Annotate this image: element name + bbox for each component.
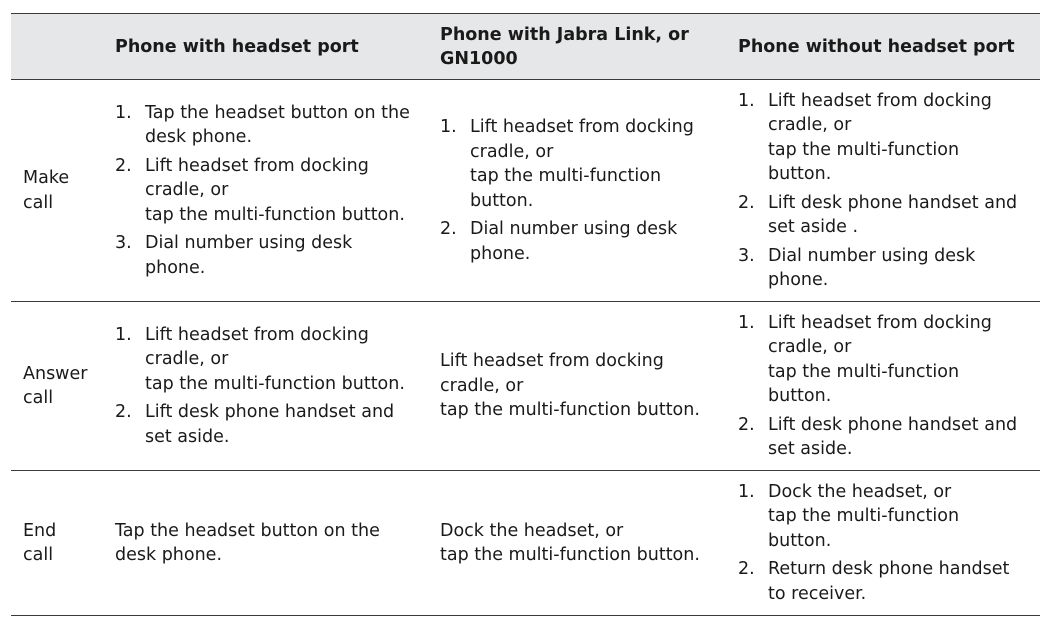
step-number: 2. <box>440 219 457 239</box>
step-text-line: button. <box>768 530 832 551</box>
step-list <box>115 323 422 450</box>
step-text-line: to receiver. <box>768 583 867 604</box>
step-text-line: Lift desk phone handset and <box>145 402 395 423</box>
header-phone-without-headset-port: Phone without headset port <box>725 14 1040 80</box>
step-text-line: desk phone. <box>145 127 253 148</box>
step-text-line: tap the multi-function button. <box>145 373 405 394</box>
call-instructions-table <box>11 13 1040 616</box>
step-text-line: button. <box>768 164 832 184</box>
step-text-line: tap the multi-function <box>768 139 960 160</box>
step-text-line: button. <box>768 386 832 406</box>
step-list <box>738 480 1036 607</box>
step-text-line: Lift desk phone handset and <box>768 414 1018 435</box>
step-text-line: tap the multi-function <box>768 506 960 527</box>
step-item <box>738 413 1036 462</box>
step-text-line: Tap the headset button on the <box>145 102 410 123</box>
step-text-line: cradle, or <box>145 349 229 370</box>
step-item <box>738 311 1036 409</box>
step-number: 1. <box>440 117 457 137</box>
step-text-line: Lift headset from docking <box>768 90 992 111</box>
cell-text-line: desk phone. <box>115 545 223 565</box>
cell-text-line: tap the multi-function button. <box>440 400 700 421</box>
step-number: 1. <box>738 312 755 333</box>
cell-text-line: Dock the headset, or <box>440 520 624 541</box>
cell-answer-call-jabra-link <box>426 302 725 471</box>
table-row-make-call <box>11 80 1040 302</box>
cell-text-line: Lift headset from docking <box>440 351 664 372</box>
row-label-make-call <box>11 80 101 302</box>
step-list <box>440 115 721 266</box>
step-number: 3. <box>738 245 755 266</box>
step-item <box>738 244 1036 293</box>
step-text-line: phone. <box>768 270 829 290</box>
step-item <box>115 154 422 228</box>
step-number: 1. <box>738 90 755 111</box>
cell-make-call-no-headset-port <box>725 80 1040 302</box>
step-text-line: cradle, or <box>768 115 852 135</box>
cell-end-call-no-headset-port <box>725 471 1040 616</box>
row-label-line: call <box>23 388 54 408</box>
step-text-line: Dock the headset, or <box>768 481 952 502</box>
row-label-line: Answer <box>23 363 88 384</box>
step-number: 2. <box>115 155 132 176</box>
step-number: 2. <box>738 559 755 580</box>
step-text-line: Lift headset from docking <box>145 155 369 176</box>
step-text-line: Lift desk phone handset and <box>768 192 1018 213</box>
step-item <box>738 480 1036 554</box>
step-number: 2. <box>738 414 755 435</box>
cell-answer-call-headset-port <box>101 302 426 471</box>
step-item <box>115 400 422 449</box>
row-label-line: Make <box>23 168 70 188</box>
row-label-end-call <box>11 471 101 616</box>
cell-end-call-headset-port <box>101 471 426 616</box>
step-text-line: set aside. <box>145 426 230 447</box>
header-cell-empty <box>11 14 101 80</box>
step-item <box>738 191 1036 240</box>
step-text-line: Lift headset from docking <box>768 312 992 333</box>
step-item <box>440 115 721 213</box>
cell-text-line: Tap the headset button on the <box>115 520 380 541</box>
step-text-line: Dial number using desk <box>145 233 353 254</box>
step-text-line: cradle, or <box>470 141 554 162</box>
table-row-answer-call <box>11 302 1040 471</box>
row-label-line: call <box>23 192 54 213</box>
step-item <box>115 231 422 280</box>
step-number: 2. <box>115 402 132 423</box>
step-number: 2. <box>738 192 755 213</box>
step-text-line: tap the multi-function button. <box>145 204 405 225</box>
table-body <box>11 80 1040 616</box>
row-label-answer-call <box>11 302 101 471</box>
step-text-line: cradle, or <box>145 180 229 201</box>
step-text-line: tap the multi-function <box>768 361 960 382</box>
table-header-row <box>11 14 1040 80</box>
step-text-line: set aside . <box>768 217 859 237</box>
step-item <box>115 323 422 397</box>
cell-make-call-jabra-link <box>426 80 725 302</box>
step-text-line: set aside. <box>768 439 853 459</box>
step-item <box>738 557 1036 606</box>
cell-text-line: tap the multi-function button. <box>440 545 700 565</box>
cell-text-line: cradle, or <box>440 375 524 396</box>
step-text-line: Lift headset from docking <box>145 324 369 345</box>
step-text-line: Dial number using desk <box>768 245 976 266</box>
step-text-line: Lift headset from docking <box>470 117 694 137</box>
cell-end-call-jabra-link <box>426 471 725 616</box>
step-text-line: tap the multi-function <box>470 166 662 186</box>
table-row-end-call <box>11 471 1040 616</box>
step-text-line: cradle, or <box>768 337 852 357</box>
step-list <box>738 311 1036 462</box>
step-number: 1. <box>738 481 755 502</box>
step-number: 1. <box>115 102 132 123</box>
cell-answer-call-no-headset-port <box>725 302 1040 471</box>
header-phone-with-jabra-link: Phone with Jabra Link, or GN1000 <box>426 14 725 80</box>
step-text-line: phone. <box>470 243 531 264</box>
step-text-line: phone. <box>145 257 206 278</box>
step-text-line: Dial number using desk <box>470 219 678 239</box>
step-list <box>115 101 422 281</box>
step-text-line: button. <box>470 190 534 211</box>
step-text-line: Return desk phone handset <box>768 559 1010 580</box>
step-number: 3. <box>115 233 132 254</box>
row-label-line: call <box>23 545 54 565</box>
step-number: 1. <box>115 324 132 345</box>
step-item <box>115 101 422 150</box>
row-label-line: End <box>23 520 57 541</box>
cell-make-call-headset-port <box>101 80 426 302</box>
step-list <box>738 89 1036 293</box>
step-item <box>738 89 1036 187</box>
step-item <box>440 217 721 266</box>
header-phone-with-headset-port: Phone with headset port <box>101 14 426 80</box>
